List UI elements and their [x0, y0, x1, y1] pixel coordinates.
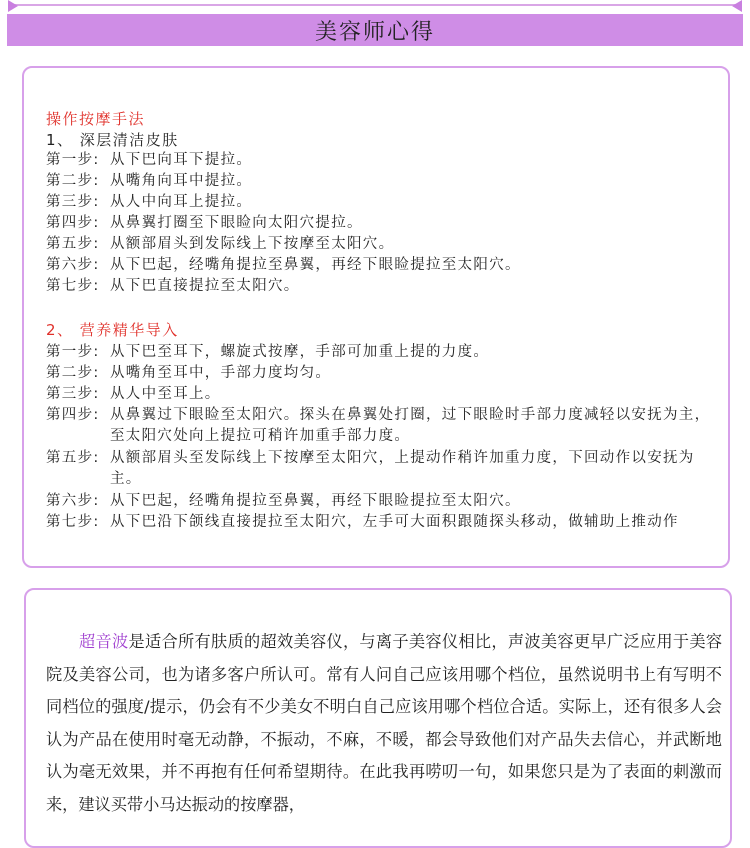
step-text: 从下巴向耳下提拉。 — [110, 152, 253, 168]
highlight-term: 超音波 — [79, 632, 129, 651]
step-item — [46, 512, 715, 533]
step-label: 第一步: — [46, 152, 100, 168]
step-label: 第五步: — [46, 450, 100, 466]
step-text: 从人中向耳上提拉。 — [110, 194, 253, 210]
info-text: 是适合所有肤质的超效美容仪，与离子美容仪相比，声波美容更早广泛应用于美容院及美容公司，也为诸多客户所认可。常有人问自己应该用哪个档位，虽然说明书上有写明不同档位的强度/提示，仍会有不少美女不明白自己应该用哪个档位合适。实际上，还有很多人会认为产品在使用时毫无动静，不振动，不麻，不暖，都会导致他们对产品失去信心，并武断地认为毫无效果，并不再抱有任何希望期待。在此我再唠叨一句，如果您只是为了表面的刺激而来，建议买带小马达振动的按摩器， — [46, 632, 723, 814]
step-text: 从下巴起，经嘴角提拉至鼻翼，再经下眼睑提拉至太阳穴。 — [110, 493, 521, 509]
step-label: 第二步: — [46, 173, 100, 189]
step-label: 第二步: — [46, 365, 100, 381]
step-label: 第七步: — [46, 514, 100, 530]
step-label: 第三步: — [46, 194, 100, 210]
top-decoration — [0, 0, 750, 12]
technique-card — [22, 66, 730, 568]
step-item — [46, 213, 715, 234]
step-label: 第三步: — [46, 386, 100, 402]
step-text: 从下巴至耳下，螺旋式按摩，手部可加重上提的力度。 — [110, 344, 490, 360]
step-text: 从嘴角至耳中，手部力度均匀。 — [110, 365, 332, 381]
step-item — [46, 491, 715, 512]
step-text: 从人中至耳上。 — [110, 386, 221, 402]
divider-line — [14, 4, 736, 6]
step-label: 第四步: — [46, 215, 100, 231]
step-item — [46, 276, 715, 297]
step-text: 从额部眉头到发际线上下按摩至太阳穴。 — [110, 236, 395, 252]
step-item — [46, 234, 715, 255]
section-title: 操作按摩手法 — [46, 110, 146, 128]
step-item — [46, 448, 715, 490]
step-label: 第六步: — [46, 257, 100, 273]
step-text: 从下巴沿下颌线直接提拉至太阳穴，左手可大面积跟随探头移动，做辅助上推动作 — [110, 514, 679, 530]
step-item — [46, 342, 715, 363]
arrow-left-icon — [8, 0, 18, 12]
step-item — [46, 150, 715, 171]
page-title: 美容师心得 — [314, 19, 435, 45]
step-item — [46, 192, 715, 213]
step-item — [46, 363, 715, 384]
step-label: 第六步: — [46, 493, 100, 509]
step-item — [46, 405, 715, 447]
step-text: 从鼻翼过下眼睑至太阳穴。探头在鼻翼处打圈，过下眼睑时手部力度减轻以安抚为主，至太阳穴处向上提拉可稍许加重手部力度。 — [110, 407, 711, 444]
info-paragraph — [46, 626, 722, 821]
step-item — [46, 171, 715, 192]
step-text: 从下巴起，经嘴角提拉至鼻翼，再经下眼睑提拉至太阳穴。 — [110, 257, 521, 273]
step-item — [46, 384, 715, 405]
info-card — [24, 588, 732, 848]
step-label: 第一步: — [46, 344, 100, 360]
subsection-title: 1、 深层清洁皮肤 — [46, 131, 179, 149]
step-text: 从嘴角向耳中提拉。 — [110, 173, 253, 189]
arrow-right-icon — [732, 0, 742, 12]
section-title: 2、 营养精华导入 — [46, 321, 179, 339]
step-text: 从额部眉头至发际线上下按摩至太阳穴，上提动作稍许加重力度，下回动作以安抚为主。 — [110, 450, 695, 487]
title-bar — [7, 14, 743, 46]
step-label: 第四步: — [46, 407, 100, 423]
step-text: 从鼻翼打圈至下眼睑向太阳穴提拉。 — [110, 215, 363, 231]
step-label: 第五步: — [46, 236, 100, 252]
step-label: 第七步: — [46, 278, 100, 294]
step-text: 从下巴直接提拉至太阳穴。 — [110, 278, 300, 294]
step-item — [46, 255, 715, 276]
